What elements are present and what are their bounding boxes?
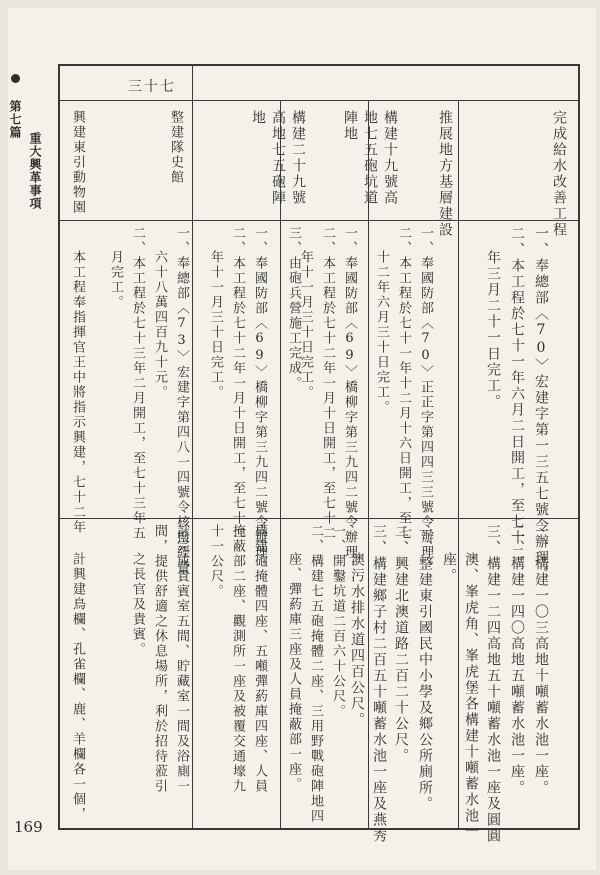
table-right-border (578, 64, 580, 830)
table-column-divider (458, 101, 459, 830)
detail-line: 二、構建七五砲掩體二座、三用野戰砲陣地四 (308, 524, 323, 824)
date-line: 年十一月三十日完工。 (298, 250, 313, 400)
detail-line: 二、構建一四〇高地五噸蓄水池一座。 (509, 524, 525, 796)
table-header-divider (58, 100, 580, 101)
table-column-divider (192, 64, 193, 830)
detail-line: 之長官及貴賓。 (130, 552, 145, 657)
row-title: 完成給水改善工程 (551, 110, 567, 238)
row-title: 興建東引動物園 (70, 110, 85, 215)
date-line: 一、奉國防部〈69〉橋柳字第三九四二號令辦理。 (252, 226, 267, 575)
table-section-divider (58, 220, 580, 221)
detail-line: 座、彈葯庫三座及人員掩蔽部一座。 (286, 552, 301, 792)
chapter-bullet-icon (11, 74, 20, 83)
date-line: 一、奉總部〈70〉宏建字第一三五七號令辦理。 (533, 226, 549, 582)
detail-line: 十一公尺。 (208, 524, 223, 599)
table-left-border (58, 64, 60, 830)
row-title: 構建十九號高地七五砲坑道陣地 (342, 110, 398, 206)
chapter-title: 重大興革事項 (28, 132, 42, 210)
row-title: 構建二十九號高地七五砲陣地 (250, 110, 306, 206)
date-line: 月完工。 (108, 250, 123, 310)
detail-line: 澳污水排水道四百公尺。 (349, 552, 365, 728)
detail-line: 構建砲掩體四座、五噸彈葯庫四座、人員 (252, 524, 267, 794)
detail-line: 掩蔽部二座、觀測所一座及被覆交通壕九 (230, 524, 245, 794)
date-line: 本工程奉指揮官王中將指示興建，七十二年 (70, 250, 85, 535)
table-number: 三十七 (128, 79, 176, 95)
date-line: 二、本工程於七十三年二月開工，至七十三年五 (130, 226, 145, 541)
detail-line: 一、開鑿坑道二百六十公尺。 (330, 524, 345, 719)
date-line: 二、本工程於七十一年六月二日開工，至七十二 (509, 226, 525, 562)
detail-line: 三、構建一二四高地五十噸蓄水池一座及圓圓 (485, 524, 501, 844)
date-line: 一、奉國防部〈69〉橋柳字第三九四二號令辦理。 (342, 226, 357, 575)
date-line: 年十一月三十日完工。 (208, 250, 223, 400)
date-line: 二、本工程於七十二年一月十日開工，至七十二 (320, 226, 335, 541)
date-line: 年三月二十一日完工。 (485, 250, 501, 410)
detail-line: 計興建鳥欄、孔雀欄、鹿、羊欄各一個， (70, 552, 85, 822)
date-line: 二、本工程於七十二年一月十日開工，至七十二 (230, 226, 245, 541)
date-line: 一、奉總部〈73〉宏建字第四八一四號令核撥經費 (174, 226, 189, 575)
chapter-label: 第七篇 (8, 74, 22, 139)
detail-line: 一、整建東引國民中小學及鄉公所廁所。 (417, 524, 433, 812)
date-line: 三、由砲兵營施工完成。 (286, 226, 301, 391)
date-line: 十二年六月三十日完工。 (374, 250, 389, 415)
detail-line: 澳、峯虎角、峯虎堡各構建十噸蓄水池一 (463, 552, 479, 840)
detail-line: 三、構建鄉子村二百五十噸蓄水池一座及燕秀 (371, 524, 387, 844)
detail-line: 二、興建北澳道路二百二十公尺。 (393, 524, 409, 764)
detail-line: 一、構建一〇三高地十噸蓄水池一座。 (533, 524, 549, 796)
detail-line: 座。 (441, 552, 457, 584)
table-top-border (58, 64, 580, 66)
date-line: 二、本工程於七十一年十二月十六日開工，至七 (396, 226, 411, 541)
date-line: 一、奉國防部〈70〉正正字第四四三三號令辦理。 (418, 226, 433, 575)
row-title: 推展地方基層建設 (437, 110, 453, 238)
detail-line: 間，提供舒適之休息場所，利於招待蒞引 (152, 524, 167, 794)
date-line: 六十八萬四百九十元。 (152, 250, 167, 400)
row-title: 整建隊史館 (168, 110, 183, 185)
detail-line: 計完成貴賓室五間、貯藏室一間及浴廁一 (174, 524, 189, 794)
page-number: 169 (14, 818, 43, 836)
